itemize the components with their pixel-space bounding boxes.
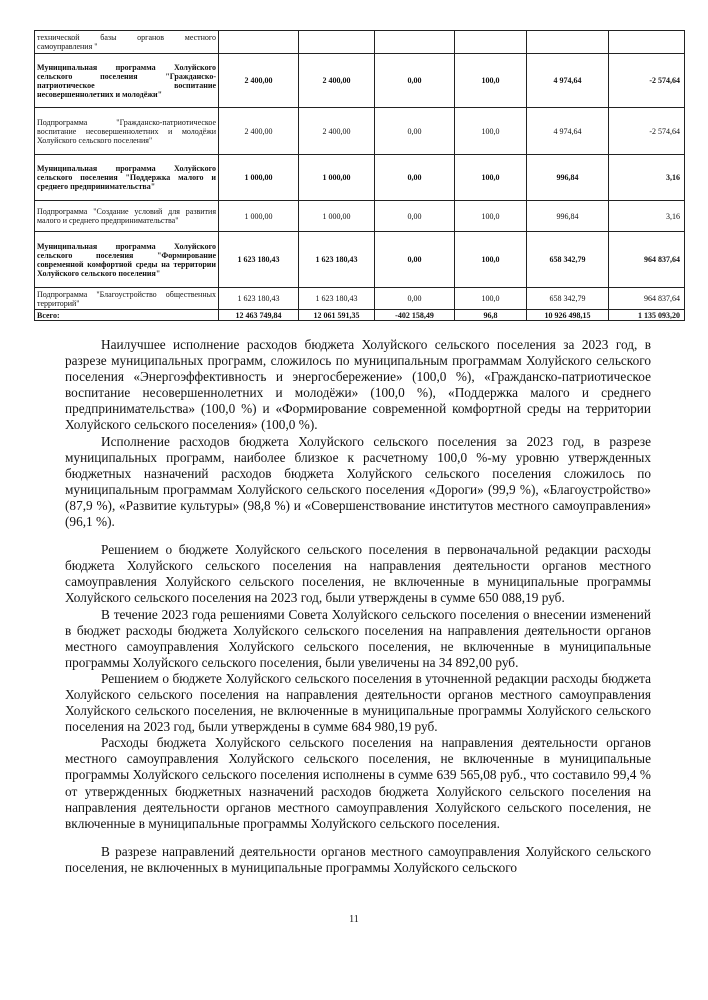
- table-row: [35, 201, 685, 232]
- table-row: [35, 54, 685, 108]
- cell-remainder: 3,16: [609, 155, 685, 201]
- cell-planned: 2 400,00: [219, 54, 299, 108]
- cell-percent: 100,0: [455, 108, 527, 155]
- cell-percent: 100,0: [455, 288, 527, 310]
- budget-table: [34, 30, 685, 321]
- cell-remainder: -2 574,64: [609, 54, 685, 108]
- paragraph: Наилучшее исполнение расходов бюджета Холуйского сельского поселения за 2023 год, в разрезе муниципальных программ, сложилось по муниципальным программам Холуйского сельского поселения «Энергоэффективность и энергосбережение» (100,0 %), «Гражданско-патриотическое воспитание несовершеннолетних и молодёжи» (100,0 %), «Поддержка малого и среднего предпринимательства» (100,0 %) и «Формирование современной комфортной среды на территории Холуйского сельского поселения» (100,0 %).: [65, 337, 651, 433]
- cell-approved: 1 000,00: [299, 201, 375, 232]
- row-name: Всего:: [35, 310, 219, 321]
- cell-percent: 100,0: [455, 232, 527, 288]
- row-name: Подпрограмма "Благоустройство общественных территорий": [35, 288, 219, 310]
- cell-planned: 1 623 180,43: [219, 232, 299, 288]
- cell-deviation: 0,00: [375, 54, 455, 108]
- row-name: Подпрограмма "Создание условий для развития малого и среднего предпринимательства": [35, 201, 219, 232]
- page-number: 11: [349, 914, 359, 925]
- cell-percent: 96,8: [455, 310, 527, 321]
- cell-remainder: 3,16: [609, 201, 685, 232]
- paragraph: В разрезе направлений деятельности органов местного самоуправления Холуйского сельского поселения, не включенных в муниципальные программы Холуйского сельского: [65, 843, 651, 875]
- cell-approved: 2 400,00: [299, 108, 375, 155]
- cell-planned: 1 623 180,43: [219, 288, 299, 310]
- table-row: [35, 155, 685, 201]
- paragraph: Исполнение расходов бюджета Холуйского сельского поселения за 2023 год, в разрезе муниципальных программ, наиболее близкое к расчетному 100,0 %-му уровню утвержденных бюджетных назначений расходов бюджета Холуйского сельского поселения сложилось по муниципальным программам Холуйского сельского поселения «Дороги» (99,9 %), «Благоустройство» (87,9 %), «Развитие культуры» (98,8 %) и «Совершенствование институтов местного самоуправления» (96,1 %).: [65, 433, 651, 530]
- cell-executed: 658 342,79: [527, 288, 609, 310]
- cell-deviation: 0,00: [375, 232, 455, 288]
- paragraph: Решением о бюджете Холуйского сельского поселения в уточненной редакции расходы бюджета Холуйского сельского поселения на направления деятельности органов местного самоуправления Холуйского сельского поселения, не включенные в муниципальные программы Холуйского сельского поселения на 2023 год, были утверждены в сумме 684 980,19 руб.: [65, 670, 651, 735]
- cell-executed: [527, 31, 609, 54]
- cell-executed: 996,84: [527, 201, 609, 232]
- cell-percent: 100,0: [455, 54, 527, 108]
- cell-deviation: -402 158,49: [375, 310, 455, 321]
- table-row-total: [35, 310, 685, 321]
- cell-deviation: 0,00: [375, 201, 455, 232]
- cell-executed: 658 342,79: [527, 232, 609, 288]
- cell-planned: 2 400,00: [219, 108, 299, 155]
- cell-executed: 4 974,64: [527, 108, 609, 155]
- cell-approved: 12 061 591,35: [299, 310, 375, 321]
- cell-executed: 4 974,64: [527, 54, 609, 108]
- row-name: технической базы органов местного самоуправления ": [35, 31, 219, 54]
- cell-approved: 1 000,00: [299, 155, 375, 201]
- cell-remainder: -2 574,64: [609, 108, 685, 155]
- cell-planned: 1 000,00: [219, 155, 299, 201]
- paragraph: В течение 2023 года решениями Совета Холуйского сельского поселения о внесении изменений в бюджет расходы бюджета Холуйского сельского поселения на направления деятельности органов местного самоуправления Холуйского сельского поселения, не включенные в муниципальные программы Холуйского сельского поселения, были увеличены на 34 892,00 руб.: [65, 606, 651, 670]
- row-name: Муниципальная программа Холуйского сельского поселения "Формирование современной комфортной среды на территории Холуйского сельского поселения": [35, 232, 219, 288]
- cell-deviation: 0,00: [375, 288, 455, 310]
- cell-remainder: 964 837,64: [609, 232, 685, 288]
- cell-percent: [455, 31, 527, 54]
- cell-deviation: 0,00: [375, 108, 455, 155]
- cell-approved: 2 400,00: [299, 54, 375, 108]
- cell-remainder: 1 135 093,20: [609, 310, 685, 321]
- cell-executed: 10 926 498,15: [527, 310, 609, 321]
- cell-remainder: [609, 31, 685, 54]
- table-row: [35, 232, 685, 288]
- table-row: [35, 288, 685, 310]
- paragraph: Расходы бюджета Холуйского сельского поселения на направления деятельности органов местного самоуправления Холуйского сельского поселения, не включенные в муниципальные программы Холуйского сельского поселения исполнены в сумме 639 565,08 руб., что составило 99,4 % от утвержденных бюджетных назначений расходов бюджета Холуйского сельского поселения на направления деятельности органов местного самоуправления Холуйского сельского поселения, не включенные в муниципальные программы Холуйского сельского поселения.: [65, 735, 651, 831]
- cell-approved: 1 623 180,43: [299, 232, 375, 288]
- row-name: Муниципальная программа Холуйского сельского поселения "Гражданско-патриотическое воспитание несовершеннолетних и молодёжи": [35, 54, 219, 108]
- row-name: Муниципальная программа Холуйского сельского поселения "Поддержка малого и среднего предпринимательства": [35, 155, 219, 201]
- row-name: Подпрограмма "Гражданско-патриотическое воспитание несовершеннолетних и молодёжи Холуйского сельского поселения": [35, 108, 219, 155]
- cell-remainder: 964 837,64: [609, 288, 685, 310]
- cell-approved: 1 623 180,43: [299, 288, 375, 310]
- table-row: [35, 31, 685, 54]
- cell-deviation: [375, 31, 455, 54]
- cell-approved: [299, 31, 375, 54]
- cell-percent: 100,0: [455, 201, 527, 232]
- cell-planned: 1 000,00: [219, 201, 299, 232]
- cell-deviation: 0,00: [375, 155, 455, 201]
- cell-planned: 12 463 749,84: [219, 310, 299, 321]
- table-row: [35, 108, 685, 155]
- paragraph: Решением о бюджете Холуйского сельского поселения в первоначальной редакции расходы бюджета Холуйского сельского поселения на направления деятельности органов местного самоуправления Холуйского сельского поселения, не включенные в муниципальные программы Холуйского сельского поселения на 2023 год, были утверждены в сумме 650 088,19 руб.: [65, 542, 651, 606]
- body-text: [65, 337, 651, 876]
- cell-executed: 996,84: [527, 155, 609, 201]
- cell-planned: [219, 31, 299, 54]
- cell-percent: 100,0: [455, 155, 527, 201]
